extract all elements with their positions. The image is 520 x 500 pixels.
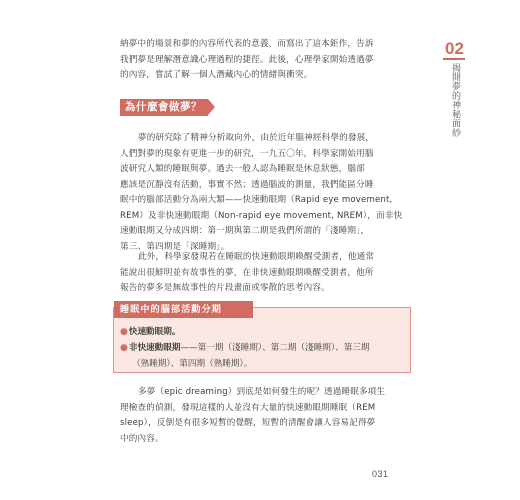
text-line: 能說出很鮮明並有故事性的夢，在非快速動眼期喚醒受測者，他所 (120, 267, 374, 278)
box-item-continuation: （熟睡期）、第四期（熟睡期）。 (132, 359, 253, 369)
paragraph-research (120, 131, 407, 255)
text-line: 理檢查的偵測，發現這樣的人並沒有大量的快速動眼期睡眠（REM (120, 402, 376, 413)
chapter-title: 揭開夢的神秘面紗 (450, 63, 460, 138)
paragraph-epic-dreaming (120, 385, 407, 447)
text-line: REM）及非快速動眼期（Non-rapid eye movement, NREM），而非快 (120, 210, 403, 221)
text-line: 報告的夢多是無故事性的片段畫面或零散的思考內容。 (120, 283, 330, 293)
chapter-number: 02 (445, 39, 464, 58)
text-line: 中的內容。 (120, 433, 164, 444)
sleep-stages-box (113, 304, 411, 373)
text-line: 的內容，嘗試了解一個人潛藏內心的情緒與衝突。 (120, 70, 313, 80)
text-line: 眠中的腦部活動分為兩大類——快速動眼期（Rapid eye movement, (120, 195, 393, 205)
text-line: sleep），反倒是有很多短暫的覺醒，短暫的清醒會讓人容易記得夢 (120, 418, 376, 428)
text-line: 多夢（epic dreaming）到底是如何發生的呢？透過睡眠多項生 (138, 387, 386, 397)
text-line: 我們夢是理解潛意識心理過程的捷徑。此後，心理學家開始透過夢 (120, 54, 374, 65)
bullet-icon: ● (120, 343, 128, 353)
text-line: 應該是沉靜沒有活動，事實不然；透過腦波的測量，我們能區分睡 (120, 179, 374, 190)
paragraph-intro (120, 37, 407, 84)
chapter-divider (443, 58, 465, 60)
text-line: 速動眼期又分成四期：第一期與第二期是我們所謂的「淺睡期」， (120, 226, 370, 236)
box-item-lead: 非快速動眼期 (128, 343, 181, 353)
box-item-nrem (120, 341, 370, 355)
text-line: 夢的研究除了精神分析取向外，由於近年腦神經科學的發展， (138, 133, 375, 143)
section-heading: 為什麼會做夢？ (120, 99, 208, 116)
bullet-icon: ● (120, 327, 128, 337)
text-line: 第三、第四期是「深睡期」。 (120, 241, 230, 252)
box-item-rem (120, 325, 180, 339)
box-item-text: ——第一期（淺睡期）、第二期（淺睡期）、第三期 (180, 343, 370, 353)
paragraph-findings (120, 250, 407, 297)
text-line: 納夢中的場景和夢的內容所代表的意義，而寫出了這本鉅作，告訴 (120, 39, 374, 49)
text-line: 人們對夢的現象有更進一步的研究，一九五〇年，科學家開始用腦 (120, 148, 374, 159)
box-title: 睡眠中的腦部活動分期 (114, 301, 253, 318)
text-line: 波研究人類的睡眠與夢。過去一般人認為睡眠是休息狀態，腦部 (120, 164, 365, 174)
page-number: 031 (372, 469, 389, 479)
box-item-text: 快速動眼期。 (128, 327, 181, 337)
text-line: 此外，科學家發現若在睡眠的快速動眼期喚醒受測者，他通常 (138, 252, 375, 262)
